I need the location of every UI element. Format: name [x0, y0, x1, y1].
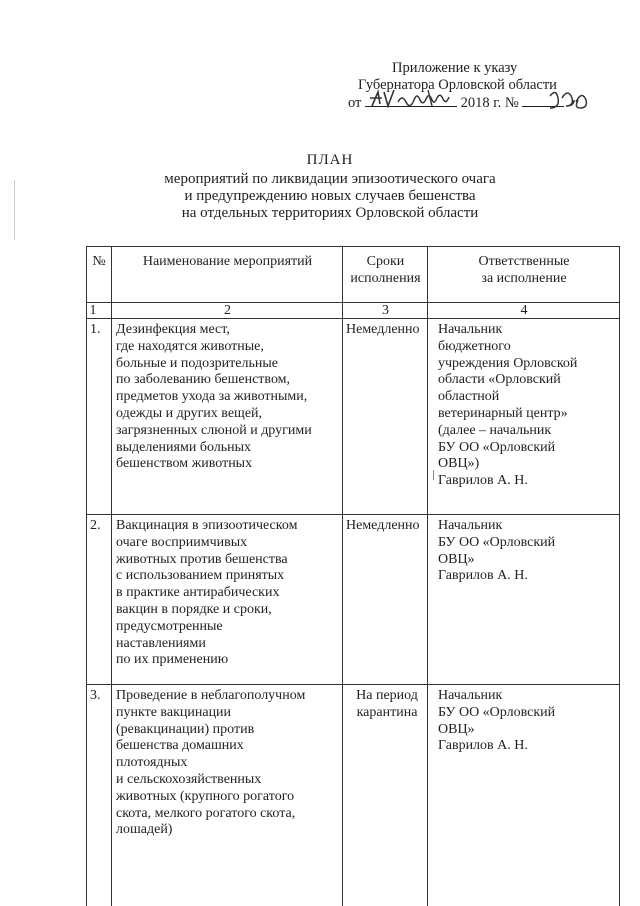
table-rule	[427, 246, 428, 906]
subtitle-line-1: мероприятий по ликвидации эпизоотического очага	[164, 171, 496, 187]
row-3-no: 3.	[90, 688, 101, 703]
row-3-term: На период карантина	[356, 688, 418, 720]
col-number-1: 1	[89, 303, 97, 318]
scan-mark	[14, 180, 15, 240]
header-name: Наименование мероприятий	[142, 254, 313, 269]
annex-line-1: Приложение к указу	[392, 60, 518, 76]
table-rule	[86, 684, 620, 685]
header-term: Сроки исполнения	[350, 254, 421, 286]
table-rule	[342, 246, 343, 906]
annex-from-label: от	[348, 95, 362, 111]
header-responsible: Ответственные за исполнение	[478, 254, 570, 286]
subtitle-line-3: на отдельных территориях Орловской области	[181, 205, 479, 221]
row-3-name: Проведение в неблагополучном пункте вакцинации (ревакцинации) против бешенства домашних плотоядных и сельскохозяйственных животных (крупного рогатого скота, мелкого рогатого скота, лошадей)	[116, 688, 306, 838]
annex-year-label: 2018 г. №	[460, 95, 519, 111]
annex-line-3	[340, 94, 590, 112]
row-1-responsible: Начальник бюджетного учреждения Орловской области «Орловский областной ветеринарный центр» (далее – начальник БУ ОО «Орловский ОВЦ») Гаврилов А. Н.	[438, 322, 578, 489]
row-2-responsible: Начальник БУ ОО «Орловский ОВЦ» Гаврилов А. Н.	[438, 518, 556, 584]
col-number-4: 4	[520, 303, 528, 318]
col-number-2: 2	[224, 303, 231, 318]
table-rule	[86, 246, 620, 247]
row-1-no: 1.	[90, 322, 101, 337]
table-rule	[619, 246, 620, 906]
row-2-no: 2.	[90, 518, 101, 533]
scan-mark	[433, 470, 434, 480]
subtitle-line-2: и предупреждению новых случаев бешенства	[184, 188, 476, 204]
row-1-name: Дезинфекция мест, где находятся животные, больные и подозрительные по заболеванию бешенством, предметов ухода за животными, одежды и других вещей, загрязненных слюной и другими выделениями больных бешенством животных	[116, 322, 312, 472]
header-no: №	[92, 254, 106, 269]
table-rule	[86, 246, 87, 906]
row-3-responsible: Начальник БУ ОО «Орловский ОВЦ» Гаврилов А. Н.	[438, 688, 556, 754]
handwritten-number	[546, 88, 590, 112]
row-2-term: Немедленно	[346, 518, 420, 533]
table-rule	[111, 246, 112, 906]
handwritten-date	[368, 86, 460, 112]
plan-heading: ПЛАН	[306, 152, 354, 168]
row-1-term: Немедленно	[346, 322, 420, 337]
col-number-3: 3	[382, 303, 389, 318]
annex-line-2: Губернатора Орловской области	[358, 77, 557, 93]
document-title	[0, 152, 640, 222]
table-rule	[86, 514, 620, 515]
row-2-name: Вакцинация в эпизоотическом очаге восприимчивых животных против бешенства с использованием принятых в практике антирабических вакцин в порядке и сроки, предусмотренные наставлениями по их применению	[116, 518, 298, 668]
annex-block	[340, 60, 590, 112]
